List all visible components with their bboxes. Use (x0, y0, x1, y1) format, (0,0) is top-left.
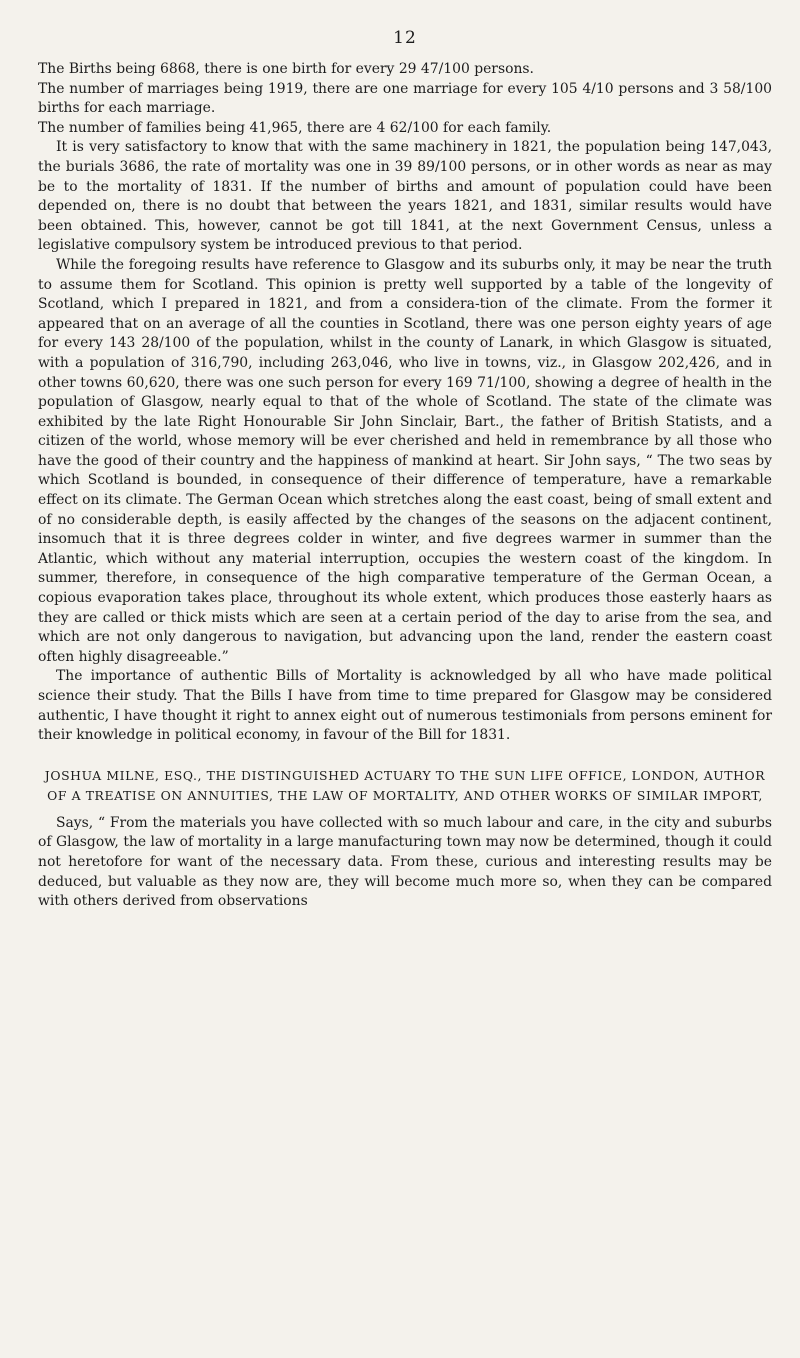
paragraph-mortality-1821: It is very satisfactory to know that with the same machinery in 1821, the population being 147,043, the burials 3686, the rate of mortality was one in 39 89/100 persons, or in other words as near as may be to the mortality of 1831. If the number of births and amount of population could have been depended on, there is no doubt that between the years 1821, and 1831, similar results would have been obtained. This, however, cannot be got till 1841, at the next Government Census, unless a legislative compulsory system be introduced previous to that period. (38, 139, 772, 254)
paragraph-scotland-climate: While the foregoing results have reference to Glasgow and its suburbs only, it may be near the truth to assume them for Scotland. This opinion is pretty well supported by a table of the longevity of Scotland, which I prepared in 1821, and from a considera-tion of the climate. From the former it appeared that on an average of all the counties in Scotland, there was one person eighty years of age for every 143 28/100 of the population, whilst in the county of Lanark, in which Glasgow is situated, with a population of 316,790, including 263,046, who live in towns, viz., in Glasgow 202,426, and in other towns 60,620, there was one such person for every 169 71/100, showing a degree of health in the population of Glasgow, nearly equal to that of the whole of Scotland. The state of the climate was exhibited by the late Right Honourable Sir John Sinclair, Bart., the father of British Statists, and a citizen of the world, whose memory will be ever cherished and held in remembrance by all those who have the good of their country and the happiness of mankind at heart. Sir John says, “ The two seas by which Scotland is bounded, in consequence of their difference of temperature, have a remarkable effect on its climate. The German Ocean which stretches along the east coast, being of small extent and of no considerable depth, is easily affected by the changes of the seasons on the adjacent continent, insomuch that it is three degrees colder in winter, and five degrees warmer in summer than the Atlantic, which without any material interruption, occupies the western coast of the kingdom. In summer, therefore, in consequence of the high comparative temperature of the German Ocean, a copious evaporation takes place, throughout its whole extent, which produces those easterly haars as they are called or thick mists which are seen at a certain period of the day to arise from the sea, and which are not only dangerous to navigation, but advancing upon the land, render the eastern coast often highly disagreeable.” (38, 256, 772, 665)
paragraph-marriages: The number of marriages being 1919, there are one marriage for every 105 4/10 persons and 3 58/100 births for each marriage. (38, 80, 772, 117)
paragraph-births: The Births being 6868, there is one birth for every 29 47/100 persons. (38, 61, 534, 77)
paragraph-bills-of-mortality: The importance of authentic Bills of Mortality is acknowledged by all who have made political science their study. That the Bills I have from time to time prepared for Glasgow may be considered authentic, I have thought it right to annex eight out of numerous testimonials from persons eminent for their knowledge in political economy, in favour of the Bill for 1831. (38, 668, 772, 744)
document-page (38, 28, 772, 1338)
paragraph-families: The number of families being 41,965, there are 4 62/100 for each family. (38, 119, 552, 136)
paragraph-testimonial: Says, “ From the materials you have collected with so much labour and care, in the city and suburbs of Glasgow, the law of mortality in a large manufacturing town may now be determined, though it could not heretofore for want of the necessary data. From these, curious and interesting results may be deduced, but valuable as they now are, they will become much more so, when they can be compared with others derived from observations (38, 814, 772, 910)
page-number: 12 (393, 28, 417, 48)
testimonial-heading: JOSHUA MILNE, ESQ., THE DISTINGUISHED ACTUARY TO THE SUN LIFE OFFICE, LONDON, AUTHOR OF A TREATISE ON ANNUITIES, THE LAW OF MORTALITY, AND OTHER WORKS OF SIMILAR IMPORT, (44, 767, 766, 803)
